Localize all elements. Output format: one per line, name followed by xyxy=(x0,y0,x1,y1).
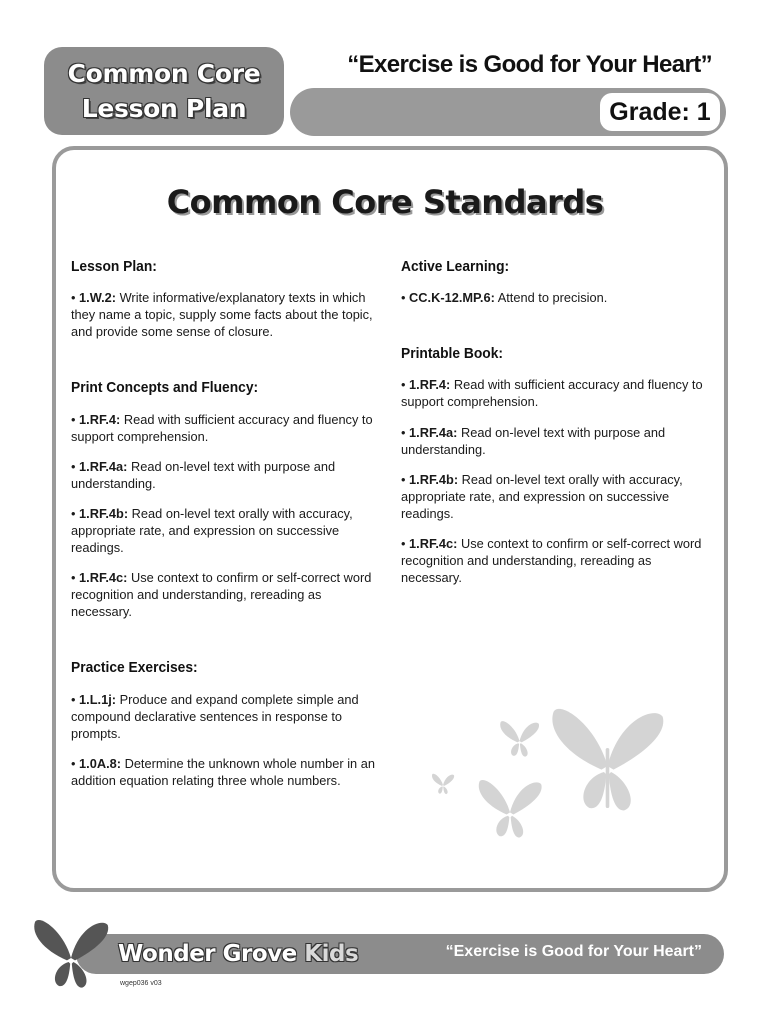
page-heading: Common Core Standards xyxy=(166,183,604,221)
butterfly-icon xyxy=(470,775,550,843)
standard-code: 1.RF.4c: xyxy=(409,536,458,551)
grade-label: Grade: 1 xyxy=(600,93,720,131)
brand-logo-main: Wonder Grove xyxy=(118,941,297,967)
standard-text: Produce and expand complete simple and compound declarative sentences in response to prompts. xyxy=(71,692,359,741)
standard-text: Use context to confirm or self-correct word recognition and understanding, rereading as necessary. xyxy=(401,536,702,585)
standard-code: 1.RF.4: xyxy=(79,412,121,427)
list-item: • CC.K-12.MP.6: Attend to precision. xyxy=(401,290,608,305)
butterfly-icon xyxy=(497,718,542,760)
standard-code: 1.0A.8: xyxy=(79,756,122,771)
list-item: • 1.W.2: Write informative/explanatory texts in which they name a topic, supply some facts about the topic, and provide some sense of closure. xyxy=(71,290,373,339)
standard-code: 1.RF.4b: xyxy=(409,472,459,487)
standard-text: Read on-level text orally with accuracy, appropriate rate, and expression on successive readings. xyxy=(401,472,683,521)
standard-text: Determine the unknown whole number in an addition equation relating three whole numbers. xyxy=(71,756,375,788)
standard-code: 1.RF.4b: xyxy=(79,506,129,521)
lesson-plan-title: Lesson Plan: xyxy=(71,258,157,275)
brand-logo xyxy=(118,937,358,971)
print-concepts-title: Print Concepts and Fluency: xyxy=(71,379,259,396)
standard-text: Read with sufficient accuracy and fluency to support comprehension. xyxy=(71,412,373,444)
brand-logo-kids: Kids xyxy=(304,941,359,967)
butterfly-icon xyxy=(28,914,114,994)
document-code: wgep036 v03 xyxy=(120,980,162,987)
list-item: • 1.RF.4b: Read on-level text orally with accuracy, appropriate rate, and expression on successive readings. xyxy=(401,472,683,521)
list-item: • 1.RF.4a: Read on-level text with purpose and understanding. xyxy=(401,425,666,457)
list-item: • 1.RF.4: Read with sufficient accuracy and fluency to support comprehension. xyxy=(401,377,703,409)
list-item: • 1.0A.8: Determine the unknown whole number in an addition equation relating three whole numbers. xyxy=(71,756,375,788)
standard-text: Read on-level text orally with accuracy, appropriate rate, and expression on successive readings. xyxy=(71,506,353,555)
standard-code: 1.RF.4c: xyxy=(79,570,128,585)
tag-line-2: Lesson Plan xyxy=(81,94,247,123)
standard-code: 1.RF.4: xyxy=(409,377,451,392)
standard-text: Use context to confirm or self-correct word recognition and understanding, rereading as necessary. xyxy=(71,570,372,619)
standard-text: Read on-level text with purpose and understanding. xyxy=(401,425,666,457)
standard-text: Write informative/explanatory texts in which they name a topic, supply some facts about the topic, and provide some sense of closure. xyxy=(71,290,373,339)
lesson-plan-tag xyxy=(44,47,284,135)
tag-line-1: Common Core xyxy=(67,59,261,88)
list-item: • 1.RF.4c: Use context to confirm or self-correct word recognition and understanding, rereading as necessary. xyxy=(401,536,702,585)
standard-text: Read on-level text with purpose and understanding. xyxy=(71,459,336,491)
butterfly-icon xyxy=(540,700,675,820)
standard-code: 1.RF.4a: xyxy=(409,425,458,440)
printable-book-title: Printable Book: xyxy=(401,345,503,362)
active-learning-title: Active Learning: xyxy=(401,258,510,275)
list-item: • 1.L.1j: Produce and expand complete simple and compound declarative sentences in response to prompts. xyxy=(71,692,359,741)
standard-text: Read with sufficient accuracy and fluency to support comprehension. xyxy=(401,377,703,409)
standard-text: Attend to precision. xyxy=(494,290,608,305)
grade-bar xyxy=(290,88,726,136)
list-item: • 1.RF.4c: Use context to confirm or self-correct word recognition and understanding, rereading as necessary. xyxy=(71,570,372,619)
practice-exercises-title: Practice Exercises: xyxy=(71,659,198,676)
list-item: • 1.RF.4: Read with sufficient accuracy and fluency to support comprehension. xyxy=(71,412,373,444)
standard-code: CC.K-12.MP.6: xyxy=(409,290,495,305)
standard-code: 1.W.2: xyxy=(79,290,117,305)
standard-code: 1.RF.4a: xyxy=(79,459,128,474)
list-item: • 1.RF.4b: Read on-level text orally with accuracy, appropriate rate, and expression on successive readings. xyxy=(71,506,353,555)
standard-code: 1.L.1j: xyxy=(79,692,117,707)
butterfly-icon xyxy=(430,772,456,796)
list-item: • 1.RF.4a: Read on-level text with purpose and understanding. xyxy=(71,459,336,491)
footer-title: “Exercise is Good for Your Heart” xyxy=(445,943,702,960)
lesson-title: “Exercise is Good for Your Heart” xyxy=(347,51,712,78)
